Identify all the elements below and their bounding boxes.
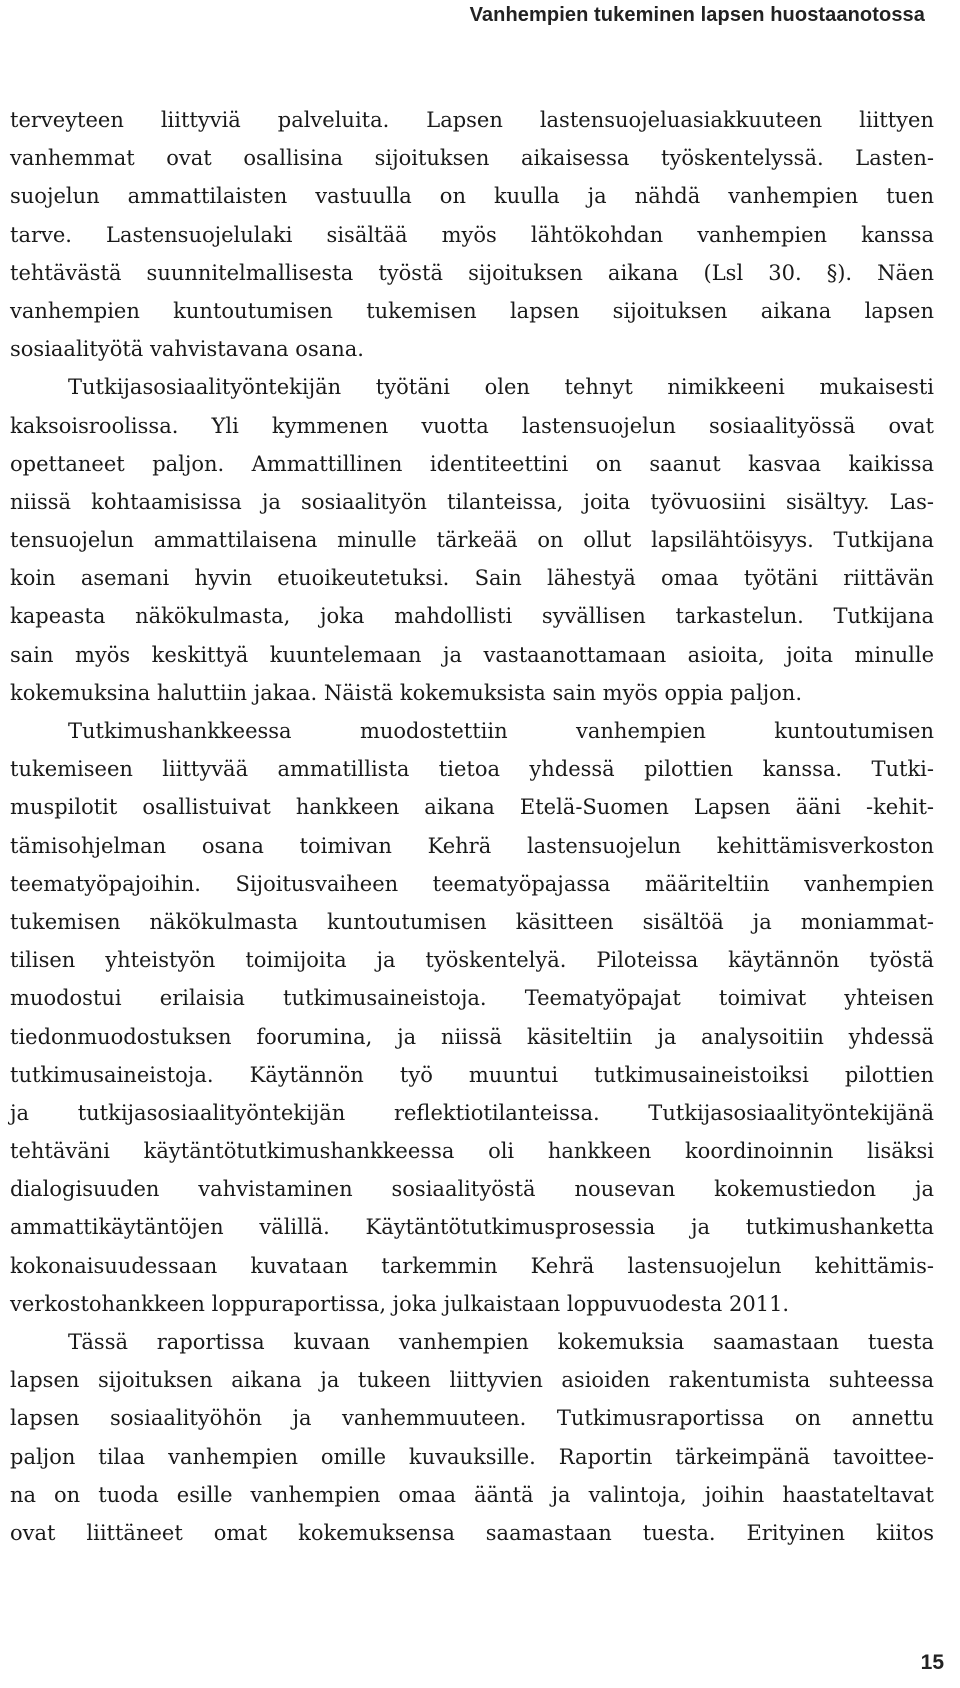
text-line: tilisen yhteistyön toimijoita ja työskentelyä. Piloteissa käytännön työstä (10, 948, 934, 973)
text-line: tutkimusaineistoja. Käytännön työ muuntui tutkimusaineistoiksi pilottien (10, 1062, 934, 1087)
text-line: sosiaalityötä vahvistavana osana. (10, 337, 364, 362)
text-line: lapsen sijoituksen aikana ja tukeen liittyvien asioiden rakentumista suhteessa (10, 1368, 934, 1393)
text-line: tehtäväni käytäntötutkimushankkeessa oli hankkeen koordinoinnin lisäksi (10, 1139, 934, 1164)
page-number: 15 (920, 1651, 944, 1674)
text-line: tehtävästä suunnitelmallisesta työstä sijoituksen aikana (Lsl 30. §). Näen (10, 260, 934, 285)
text-line: kapeasta näkökulmasta, joka mahdollisti syvällisen tarkastelun. Tutkijana (10, 604, 934, 629)
text-line: suojelun ammattilaisten vastuulla on kuulla ja nähdä vanhempien tuen (10, 184, 934, 209)
text-line: tukemiseen liittyvää ammatillista tietoa yhdessä pilottien kanssa. Tutki- (10, 757, 934, 782)
body-text (10, 101, 934, 1552)
text-line: verkostohankkeen loppuraportissa, joka julkaistaan loppuvuodesta 2011. (10, 1291, 790, 1316)
text-line: terveyteen liittyviä palveluita. Lapsen lastensuojeluasiakkuuteen liittyen (10, 108, 934, 132)
text-line: vanhemmat ovat osallisina sijoituksen aikaisessa työskentelyssä. Lasten- (10, 146, 934, 171)
text-line: dialogisuuden vahvistaminen sosiaalityöstä nousevan kokemustiedon ja (10, 1177, 934, 1202)
text-line: tämisohjelman osana toimivan Kehrä lastensuojelun kehittämisverkoston (10, 833, 934, 858)
text-line: sain myös keskittyä kuuntelemaan ja vastaanottamaan asioita, joita minulle (10, 642, 934, 667)
text-line: muspilotit osallistuivat hankkeen aikana Etelä-Suomen Lapsen ääni -kehit- (10, 795, 934, 820)
text-line: tensuojelun ammattilaisena minulle tärkeää on ollut lapsilähtöisyys. Tutkijana (10, 528, 934, 553)
text-line: kaksoisroolissa. Yli kymmenen vuotta lastensuojelun sosiaalityössä ovat (10, 413, 934, 438)
text-line: Tässä raportissa kuvaan vanhempien kokemuksia saamastaan tuesta (68, 1330, 934, 1354)
text-line: kokonaisuudessaan kuvataan tarkemmin Kehrä lastensuojelun kehittämis- (10, 1253, 934, 1278)
text-line: tiedonmuodostuksen foorumina, ja niissä käsiteltiin ja analysoitiin yhdessä (10, 1024, 934, 1049)
text-line: ammattikäytäntöjen välillä. Käytäntötutkimusprosessia ja tutkimushanketta (10, 1215, 934, 1240)
text-line: tarve. Lastensuojelulaki sisältää myös lähtökohdan vanhempien kanssa (10, 222, 934, 247)
text-line: na on tuoda esille vanhempien omaa ääntä ja valintoja, joihin haastateltavat (10, 1482, 934, 1507)
running-header: Vanhempien tukeminen lapsen huostaanotossa (469, 4, 925, 26)
text-line: muodostui erilaisia tutkimusaineistoja. Teematyöpajat toimivat yhteisen (10, 986, 934, 1011)
text-line: Tutkijasosiaalityöntekijän työtäni olen tehnyt nimikkeeni mukaisesti (68, 375, 934, 400)
text-line: teematyöpajoihin. Sijoitusvaiheen teematyöpajassa määriteltiin vanhempien (10, 871, 934, 896)
text-line: koin asemani hyvin etuoikeutetuksi. Sain lähestyä omaa työtäni riittävän (10, 566, 934, 591)
text-line: lapsen sosiaalityöhön ja vanhemmuuteen. Tutkimusraportissa on annettu (10, 1406, 934, 1431)
text-line: vanhempien kuntoutumisen tukemisen lapsen sijoituksen aikana lapsen (10, 298, 934, 323)
text-line: Tutkimushankkeessa muodostettiin vanhempien kuntoutumisen (68, 719, 934, 743)
text-line: niissä kohtaamisissa ja sosiaalityön tilanteissa, joita työvuosiini sisältyy. Las- (10, 489, 934, 514)
text-line: tukemisen näkökulmasta kuntoutumisen käsitteen sisältöä ja moniammat- (10, 909, 934, 934)
text-line: opettaneet paljon. Ammattillinen identiteettini on saanut kasvaa kaikissa (10, 451, 934, 476)
text-line: ovat liittäneet omat kokemuksensa saamastaan tuesta. Erityinen kiitos (10, 1520, 934, 1545)
text-line: paljon tilaa vanhempien omille kuvauksille. Raportin tärkeimpänä tavoittee- (10, 1444, 934, 1469)
text-line: kokemuksina haluttiin jakaa. Näistä kokemuksista sain myös oppia paljon. (10, 680, 803, 705)
text-line: ja tutkijasosiaalityöntekijän reflektiotilanteissa. Tutkijasosiaalityöntekijänä (10, 1100, 934, 1125)
